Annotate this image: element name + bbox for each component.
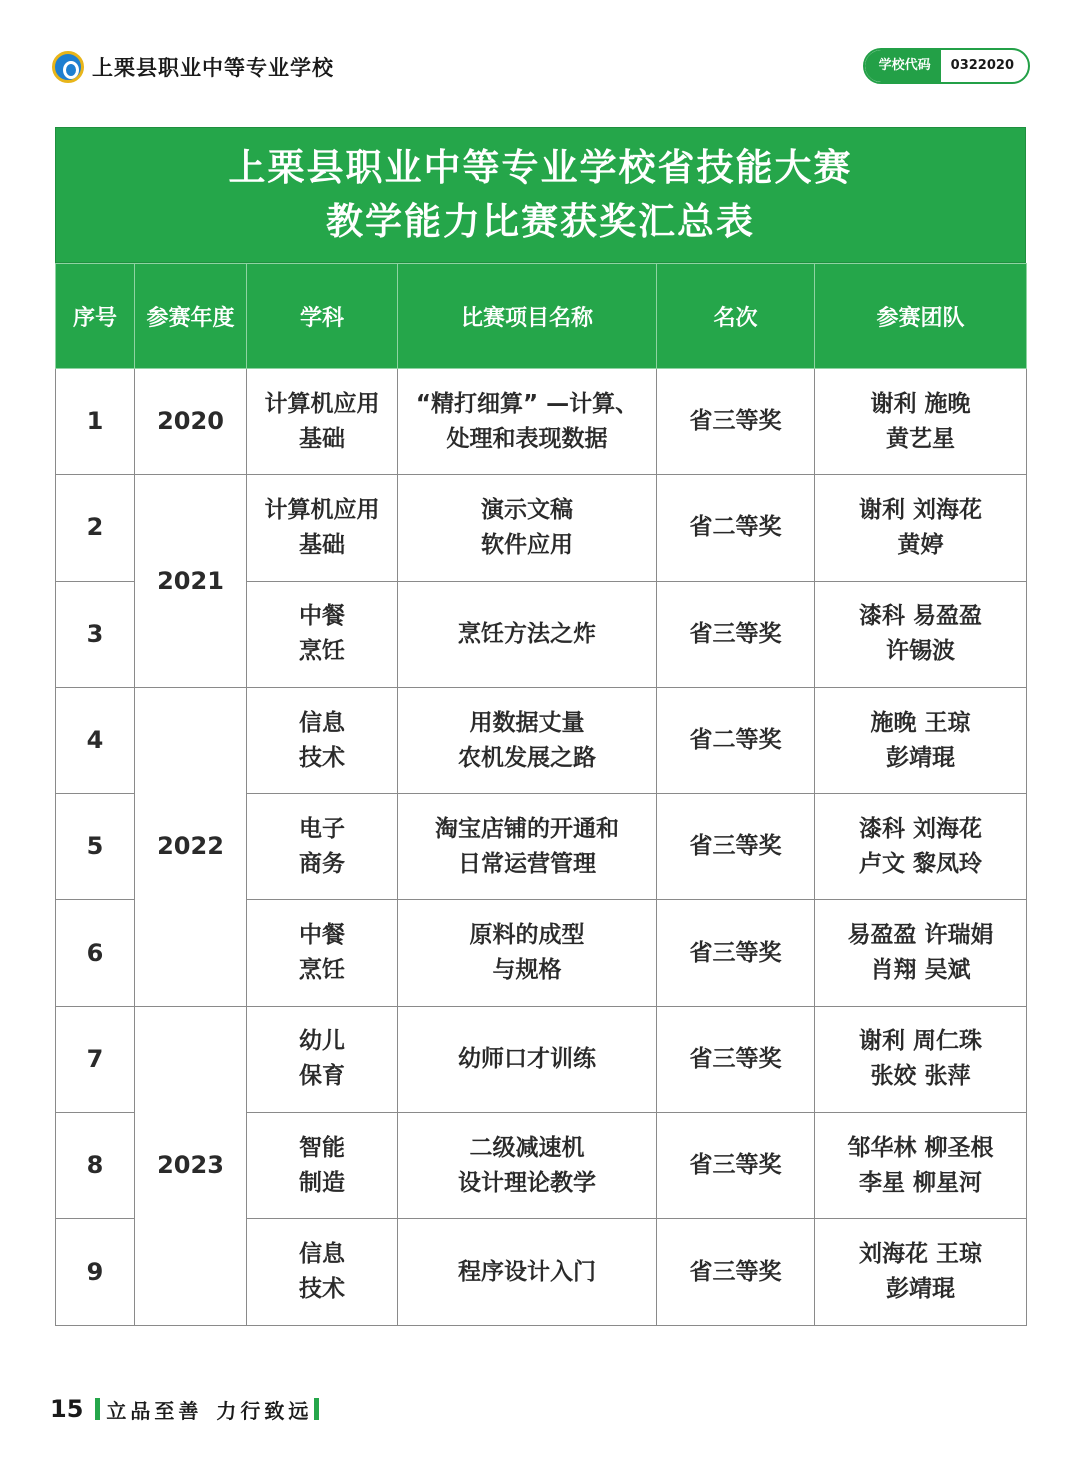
cell-rank: 省三等奖 bbox=[657, 1113, 815, 1219]
table-title-line-2: 教学能力比赛获奖汇总表 bbox=[326, 200, 755, 243]
cell-team-line: 谢利 刘海花 bbox=[858, 496, 982, 523]
cell-team-line: 邹华林 柳圣根 bbox=[847, 1134, 994, 1161]
cell-subject-line: 信息 bbox=[299, 709, 345, 736]
cell-subject-line: 技术 bbox=[299, 744, 345, 771]
cell-subject-line: 制造 bbox=[299, 1169, 345, 1196]
cell-no: 7 bbox=[56, 1006, 135, 1112]
cell-team bbox=[815, 687, 1027, 793]
cell-rank: 省三等奖 bbox=[657, 581, 815, 687]
column-header-project: 比赛项目名称 bbox=[398, 264, 657, 369]
cell-subject bbox=[247, 1113, 398, 1219]
cell-team bbox=[815, 581, 1027, 687]
cell-project-line: 程序设计入门 bbox=[458, 1258, 596, 1285]
school-code-badge bbox=[863, 48, 1030, 84]
cell-year: 2020 bbox=[135, 369, 247, 475]
cell-subject-line: 智能 bbox=[299, 1134, 345, 1161]
cell-subject-line: 保育 bbox=[299, 1063, 345, 1090]
column-header-rank: 名次 bbox=[657, 264, 815, 369]
cell-subject-line: 技术 bbox=[299, 1276, 345, 1303]
cell-subject-line: 商务 bbox=[299, 850, 345, 877]
school-name: 上栗县职业中等专业学校 bbox=[92, 56, 334, 80]
awards-table bbox=[55, 263, 1027, 1326]
cell-subject bbox=[247, 369, 398, 475]
cell-project-line: 处理和表现数据 bbox=[446, 425, 608, 452]
school-code-label: 学校代码 bbox=[865, 50, 941, 82]
footer-bar-right bbox=[314, 1398, 319, 1420]
cell-project bbox=[398, 1113, 657, 1219]
column-header-no: 序号 bbox=[56, 264, 135, 369]
cell-no: 2 bbox=[56, 475, 135, 581]
cell-team bbox=[815, 794, 1027, 900]
footer-bar-left bbox=[95, 1398, 100, 1420]
school-code-value: 0322020 bbox=[950, 58, 1014, 73]
cell-team bbox=[815, 900, 1027, 1006]
table-row bbox=[56, 369, 1027, 475]
cell-project bbox=[398, 475, 657, 581]
cell-project-line: 烹饪方法之炸 bbox=[458, 620, 596, 647]
cell-team-line: 漆科 刘海花 bbox=[858, 815, 982, 842]
column-header-year: 参赛年度 bbox=[135, 264, 247, 369]
cell-year: 2022 bbox=[135, 687, 247, 1006]
cell-no: 1 bbox=[56, 369, 135, 475]
cell-subject-line: 中餐 bbox=[299, 922, 345, 949]
cell-subject bbox=[247, 794, 398, 900]
cell-project-line: “精打细算” —计算、 bbox=[415, 390, 639, 417]
cell-project-line: 演示文稿 bbox=[481, 496, 573, 523]
cell-team-line: 肖翔 吴斌 bbox=[870, 957, 971, 984]
cell-project bbox=[398, 369, 657, 475]
cell-team-line: 易盈盈 许瑞娟 bbox=[847, 922, 994, 949]
table-body bbox=[56, 369, 1027, 1326]
cell-project-line: 原料的成型 bbox=[469, 922, 585, 949]
cell-subject-line: 计算机应用 bbox=[264, 496, 380, 523]
column-header-team: 参赛团队 bbox=[815, 264, 1027, 369]
cell-subject bbox=[247, 581, 398, 687]
cell-rank: 省二等奖 bbox=[657, 475, 815, 581]
footer-slogan-2: 力行致远 bbox=[216, 1398, 313, 1423]
cell-team-line: 谢利 施晚 bbox=[870, 390, 971, 417]
cell-project-line: 软件应用 bbox=[481, 531, 573, 558]
cell-team-line: 卢文 黎凤玲 bbox=[858, 850, 982, 877]
cell-project-line: 淘宝店铺的开通和 bbox=[435, 815, 619, 842]
footer bbox=[50, 1394, 319, 1424]
cell-team-line: 李星 柳星河 bbox=[858, 1169, 982, 1196]
cell-project-line: 农机发展之路 bbox=[458, 744, 596, 771]
cell-team-line: 黄艺星 bbox=[886, 425, 955, 452]
cell-subject-line: 幼儿 bbox=[299, 1028, 345, 1055]
cell-no: 5 bbox=[56, 794, 135, 900]
cell-subject bbox=[247, 900, 398, 1006]
footer-slogan-1: 立品至善 bbox=[106, 1398, 203, 1423]
cell-team bbox=[815, 369, 1027, 475]
cell-project bbox=[398, 900, 657, 1006]
cell-subject-line: 计算机应用 bbox=[264, 390, 380, 417]
cell-project-line: 二级减速机 bbox=[469, 1134, 585, 1161]
cell-team-line: 黄婷 bbox=[897, 531, 944, 558]
cell-team-line: 彭靖琨 bbox=[886, 744, 955, 771]
cell-rank: 省二等奖 bbox=[657, 687, 815, 793]
table-row bbox=[56, 1006, 1027, 1112]
cell-subject bbox=[247, 475, 398, 581]
table-header-row bbox=[56, 264, 1027, 369]
cell-team bbox=[815, 1113, 1027, 1219]
page-number: 15 bbox=[50, 1395, 84, 1423]
cell-subject-line: 中餐 bbox=[299, 603, 345, 630]
cell-year: 2021 bbox=[135, 475, 247, 688]
cell-project bbox=[398, 1006, 657, 1112]
cell-team-line: 漆科 易盈盈 bbox=[858, 603, 982, 630]
cell-subject-line: 基础 bbox=[299, 425, 345, 452]
cell-project bbox=[398, 794, 657, 900]
table-title-line-1: 上栗县职业中等专业学校省技能大赛 bbox=[228, 146, 853, 189]
cell-team bbox=[815, 475, 1027, 581]
cell-year: 2023 bbox=[135, 1006, 247, 1325]
table-row bbox=[56, 687, 1027, 793]
cell-rank: 省三等奖 bbox=[657, 900, 815, 1006]
cell-rank: 省三等奖 bbox=[657, 369, 815, 475]
cell-rank: 省三等奖 bbox=[657, 794, 815, 900]
cell-subject-line: 基础 bbox=[299, 531, 345, 558]
cell-team-line: 刘海花 王琼 bbox=[858, 1241, 982, 1268]
cell-subject bbox=[247, 1006, 398, 1112]
cell-project bbox=[398, 581, 657, 687]
header-brand bbox=[52, 51, 334, 83]
cell-no: 6 bbox=[56, 900, 135, 1006]
cell-rank: 省三等奖 bbox=[657, 1219, 815, 1325]
cell-no: 9 bbox=[56, 1219, 135, 1325]
cell-team-line: 施晚 王琼 bbox=[870, 709, 971, 736]
cell-rank: 省三等奖 bbox=[657, 1006, 815, 1112]
cell-team bbox=[815, 1006, 1027, 1112]
cell-project-line: 用数据丈量 bbox=[469, 709, 585, 736]
cell-project-line: 设计理论教学 bbox=[458, 1169, 596, 1196]
table-title bbox=[55, 127, 1026, 263]
cell-project-line: 幼师口才训练 bbox=[458, 1045, 596, 1072]
cell-subject-line: 烹饪 bbox=[299, 957, 345, 984]
cell-subject bbox=[247, 687, 398, 793]
cell-no: 8 bbox=[56, 1113, 135, 1219]
cell-no: 3 bbox=[56, 581, 135, 687]
cell-team-line: 彭靖琨 bbox=[886, 1276, 955, 1303]
cell-team bbox=[815, 1219, 1027, 1325]
cell-project-line: 与规格 bbox=[492, 957, 562, 984]
cell-team-line: 张姣 张萍 bbox=[870, 1063, 971, 1090]
school-emblem-icon bbox=[52, 51, 84, 83]
column-header-subject: 学科 bbox=[247, 264, 398, 369]
table-row bbox=[56, 475, 1027, 581]
cell-project-line: 日常运营管理 bbox=[458, 850, 596, 877]
cell-subject-line: 电子 bbox=[299, 815, 345, 842]
cell-no: 4 bbox=[56, 687, 135, 793]
cell-project bbox=[398, 687, 657, 793]
cell-team-line: 谢利 周仁珠 bbox=[858, 1028, 982, 1055]
awards-table-container bbox=[55, 127, 1026, 1326]
cell-team-line: 许锡波 bbox=[886, 638, 955, 665]
cell-subject-line: 信息 bbox=[299, 1241, 345, 1268]
cell-subject bbox=[247, 1219, 398, 1325]
cell-subject-line: 烹饪 bbox=[299, 638, 345, 665]
cell-project bbox=[398, 1219, 657, 1325]
